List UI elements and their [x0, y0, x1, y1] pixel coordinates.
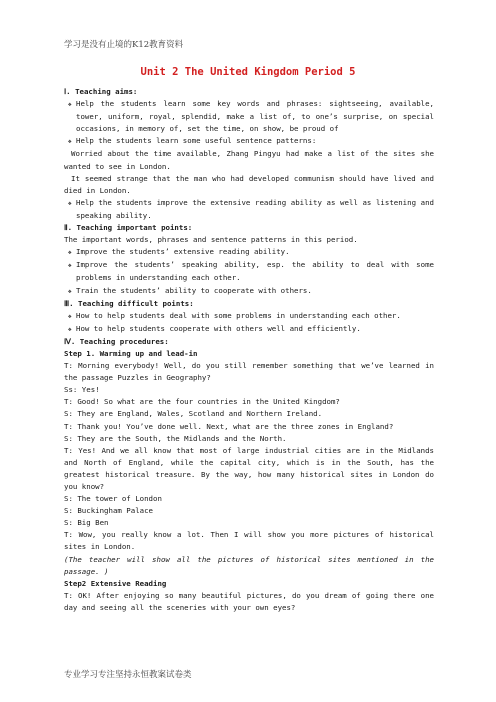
- important-bullet-3: ❖ Train the students’ ability to cooperate with others.: [64, 285, 434, 298]
- dialogue-line: T: Morning everybody! Well, do you still remember something that we’ve learned in the passage Puzzles in Geography?: [64, 361, 434, 383]
- important-bullet-1: ❖ Improve the students’ extensive reading ability.: [64, 246, 434, 259]
- section-heading-procedures: Ⅳ. Teaching procedures:: [64, 336, 169, 346]
- document-title: Unit 2 The United Kingdom Period 5: [140, 66, 356, 78]
- dialogue-line: T: Yes! And we all know that most of large industrial cities are in the Midlands and North of England, while the capital city, which is in the South, has the greatest historical treasure. By the way, how many historical sites in London do you know?: [64, 445, 434, 491]
- dialogue-line: T: Wow, you really know a lot. Then I will show you more pictures of historical sites in London.: [64, 530, 434, 552]
- teacher-note: (The teacher will show all the pictures of historical sites mentioned in the passage. ): [64, 554, 434, 576]
- section-heading-difficult: Ⅲ. Teaching difficult points:: [64, 298, 194, 308]
- step1-heading: Step 1. Warming up and lead-in: [64, 348, 198, 358]
- page-footer: 专业学习专注坚持永恒教案试卷类: [64, 670, 192, 680]
- page-header: 学习是没有止境的K12教育资料: [64, 40, 184, 50]
- sentence-pattern-2: It seemed strange that the man who had developed communism should have lived and died in London.: [64, 173, 434, 195]
- dialogue-line: S: They are the South, the Midlands and the North.: [64, 433, 287, 443]
- dialogue-line: S: The tower of London: [64, 494, 162, 504]
- aim-bullet-3: ❖ Help the students improve the extensive reading ability as well as listening and speaking ability.: [64, 197, 434, 222]
- dialogue-line: Ss: Yes!: [64, 385, 100, 395]
- document-body: [64, 86, 434, 614]
- sentence-pattern-1: Worried about the time available, Zhang Pingyu had make a list of the sites she wanted to see in London.: [64, 149, 434, 171]
- aim-bullet-2: ❖ Help the students learn some useful sentence patterns:: [64, 135, 434, 148]
- step2-heading: Step2 Extensive Reading: [64, 578, 167, 588]
- dialogue-line: T: Thank you! You’ve done well. Next, what are the three zones in England?: [64, 421, 394, 431]
- section-heading-aims: Ⅰ. Teaching aims:: [64, 87, 138, 96]
- difficult-bullet-1: ❖ How to help students deal with some problems in understanding each other.: [64, 310, 434, 323]
- dialogue-line: S: Big Ben: [64, 518, 109, 528]
- important-intro: The important words, phrases and sentence patterns in this period.: [64, 235, 358, 245]
- difficult-bullet-2: ❖ How to help students cooperate with others well and efficiently.: [64, 323, 434, 336]
- section-heading-important: Ⅱ. Teaching important points:: [64, 223, 193, 233]
- aim-bullet-1: ❖ Help the students learn some key words and phrases: sightseeing, available, tower, uniform, royal, splendid, make a list of, to one’s surprise, on special occasions, in memory of, set the time, on show, be proud of: [64, 98, 434, 135]
- dialogue-line: T: Good! So what are the four countries in the United Kingdom?: [64, 397, 340, 407]
- dialogue-line: S: They are England, Wales, Scotland and Northern Ireland.: [64, 409, 323, 419]
- dialogue-line: S: Buckingham Palace: [64, 506, 153, 516]
- dialogue-line: T: OK! After enjoying so many beautiful pictures, do you dream of going there one day and seeing all the sceneries with your own eyes?: [64, 590, 434, 612]
- important-bullet-2: ❖ Improve the students’ speaking ability, esp. the ability to deal with some problems in understanding each other.: [64, 259, 434, 284]
